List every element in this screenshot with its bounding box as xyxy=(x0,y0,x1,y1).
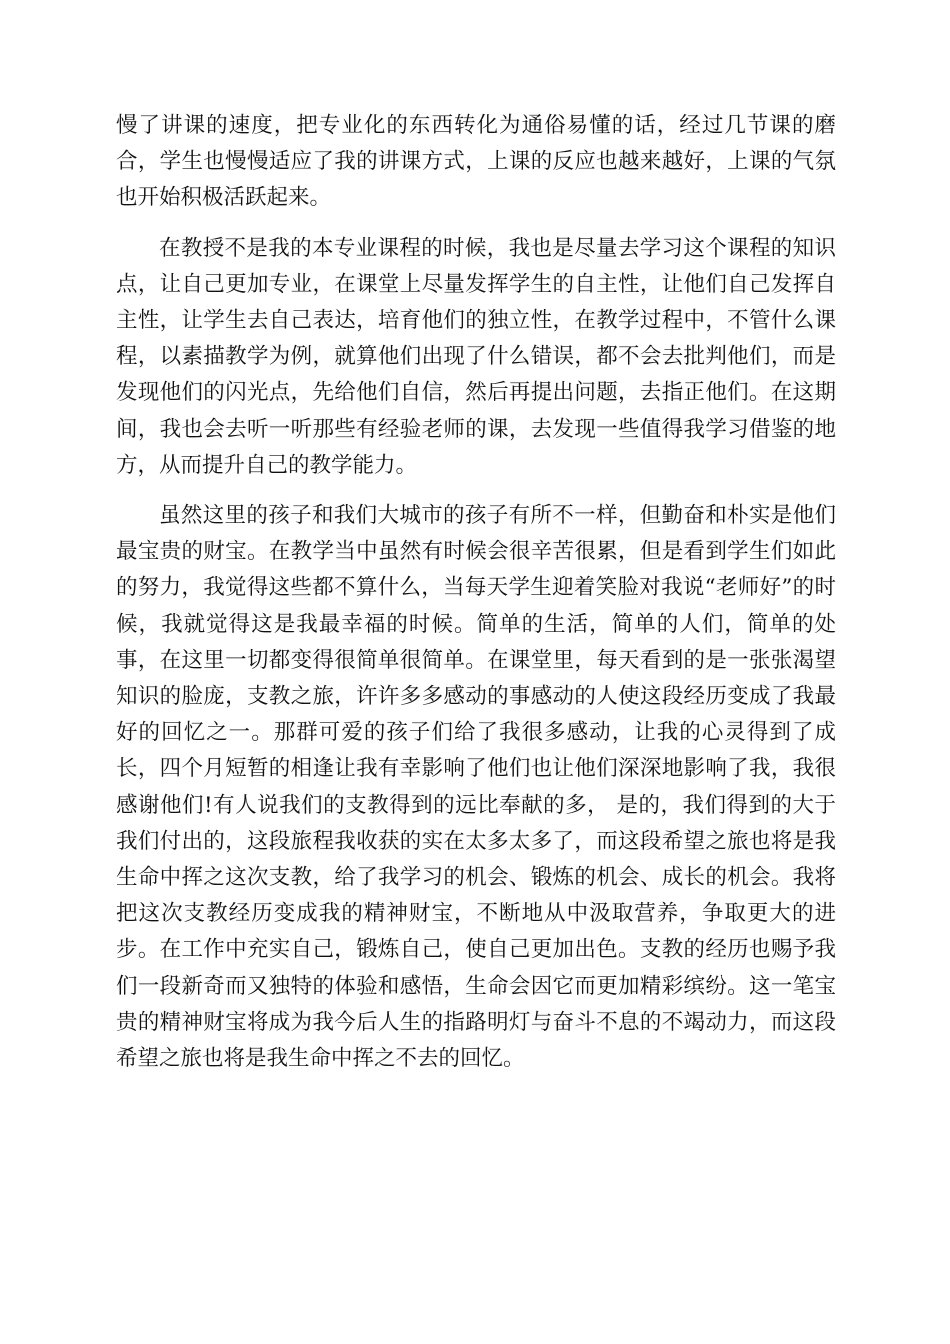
paragraph-1: 慢了讲课的速度，把专业化的东西转化为通俗易懂的话，经过几节课的磨合，学生也慢慢适应了我的讲课方式，上课的反应也越来越好，上课的气氛也开始积极活跃起来。 xyxy=(116,113,836,211)
paragraph-3: 虽然这里的孩子和我们大城市的孩子有所不一样，但勤奋和朴实是他们最宝贵的财宝。在教学当中虽然有时候会很辛苦很累，但是看到学生们如此的努力，我觉得这些都不算什么，当每天学生迎着笑脸对我说“老师好”的时候，我就觉得这是我最幸福的时候。简单的生活，简单的人们，简单的处事，在这里一切都变得很简单很简单。在课堂里，每天看到的是一张张渴望知识的脸庞，支教之旅，许许多多感动的事感动的人使这段经历变成了我最好的回忆之一。那群可爱的孩子们给了我很多感动，让我的心灵得到了成长，四个月短暂的相逢让我有幸影响了他们也让他们深深地影响了我，我很感谢他们!有人说我们的支教得到的远比奉献的多， 是的，我们得到的大于我们付出的，这段旅程我收获的实在太多太多了，而这段希望之旅也将是我生命中挥之这次支教，给了我学习的机会、锻炼的机会、成长的机会。我将把这次支教经历变成我的精神财宝，不断地从中汲取营养，争取更大的进步。在工作中充实自己，锻炼自己，使自己更加出色。支教的经历也赐予我们一段新奇而又独特的体验和感悟，生命会因它而更加精彩缤纷。这一笔宝贵的精神财宝将成为我今后人生的指路明灯与奋斗不息的不竭动力，而这段希望之旅也将是我生命中挥之不去的回忆。 xyxy=(116,503,836,1072)
paragraph-spacer xyxy=(116,484,836,498)
paragraph-spacer xyxy=(116,217,836,231)
document-body xyxy=(116,108,836,1077)
paragraph-2: 在教授不是我的本专业课程的时候，我也是尽量去学习这个课程的知识点，让自己更加专业，在课堂上尽量发挥学生的自主性，让他们自己发挥自主性，让学生去自己表达，培育他们的独立性，在教学过程中，不管什么课程，以素描教学为例，就算他们出现了什么错误，都不会去批判他们，而是发现他们的闪光点，先给他们自信，然后再提出问题，去指正他们。在这期间，我也会去听一听那些有经验老师的课，去发现一些值得我学习借鉴的地方，从而提升自己的教学能力。 xyxy=(116,235,836,478)
